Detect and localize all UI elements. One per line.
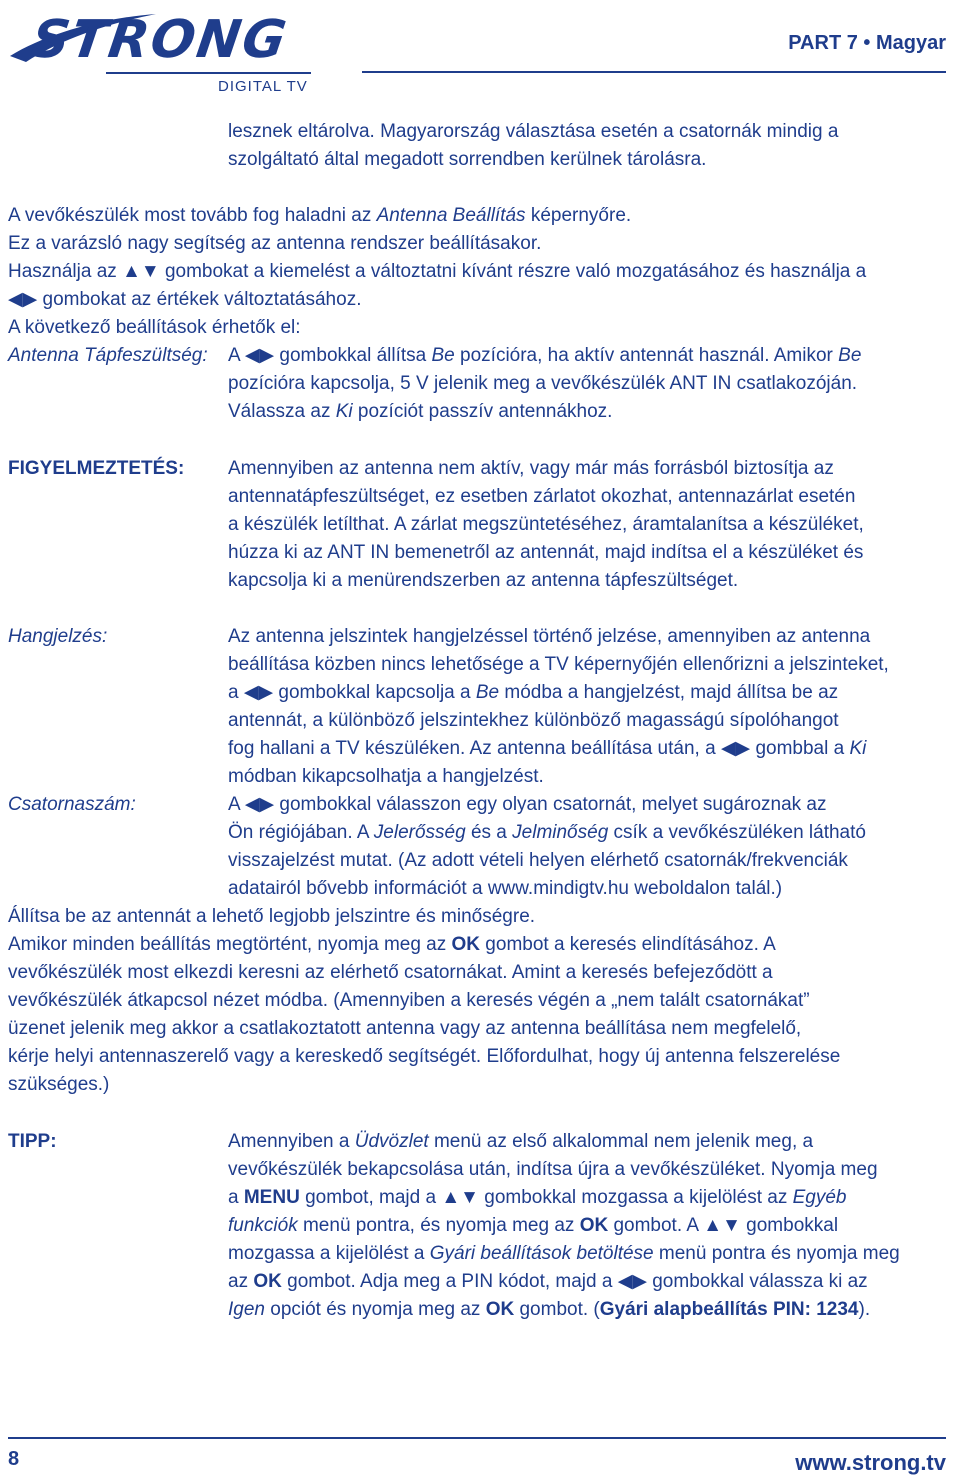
text: Az antenna jelszintek hangjelzéssel történő jelzése, amennyiben az antenna [228, 626, 871, 647]
value: Be [431, 345, 455, 366]
text: gombot. A [608, 1215, 704, 1236]
value: Igen [228, 1299, 265, 1320]
text: visszajelzést mutat. (Az adott vételi helyen elérhető csatornák/frekvenciák [228, 850, 848, 871]
label-sound: Hangjelzés: [8, 626, 108, 647]
menu-name: Egyéb [792, 1187, 847, 1208]
text: csík a vevőkészüléken látható [608, 822, 866, 843]
sound-description [228, 623, 953, 791]
key-name: OK [451, 934, 481, 955]
text: vevőkészülék bekapcsolása után, indítsa újra a vevőkészüléket. Nyomja meg [228, 1159, 878, 1180]
text: Amikor minden beállítás megtörtént, nyomja meg az [8, 934, 452, 955]
text: gombokkal kapcsolja a [273, 682, 476, 703]
menu-name: funkciók [228, 1215, 298, 1236]
text: az [228, 1271, 254, 1292]
text: menü pontra, és nyomja meg az [297, 1215, 580, 1236]
key-name: MENU [243, 1187, 300, 1208]
text: beállítása közben nincs lehetősége a TV képernyőjén ellenőrizni a jelszinteket, [228, 654, 889, 675]
up-down-arrows-icon: ▲▼ [441, 1187, 479, 1208]
paragraph-search [8, 903, 953, 1099]
text: gombokkal állítsa [274, 345, 432, 366]
text: Ön régiójában. A [228, 822, 374, 843]
text: gombokat a kiemelést a változtatni kívánt részre való mozgatásához és használja a [159, 261, 867, 282]
text: kérje helyi antennaszerelő vagy a kereskedő segítségét. Előfordulhat, hogy új antenna felszerelése [8, 1046, 841, 1067]
left-right-arrows-icon: ◀▶ [720, 738, 751, 759]
value: Jelminőség [512, 822, 609, 843]
text: menü pontra és nyomja meg [653, 1243, 900, 1264]
logo-subtitle: DIGITAL TV [218, 78, 308, 95]
text: gombot a keresés elindításához. A [480, 934, 776, 955]
text: kapcsolja ki a menürendszerben az antenna tápfeszültséget. [228, 570, 739, 591]
value: Ki [335, 401, 353, 422]
text-line: lesznek eltárolva. Magyarország választása esetén a csatornák mindig a [228, 121, 839, 142]
paragraph-intro [228, 118, 953, 174]
text: gombot, majd a [299, 1187, 442, 1208]
text: Válassza az [228, 401, 336, 422]
key-name: OK [485, 1299, 515, 1320]
antenna-power-description [228, 342, 953, 426]
text: opciót és nyomja meg az [264, 1299, 486, 1320]
text: adatairól bővebb információt a www.mindigtv.hu weboldalon talál.) [228, 878, 783, 899]
menu-name: Gyári beállítások betöltése [429, 1243, 654, 1264]
text: Ez a varázsló nagy segítség az antenna rendszer beállításakor. [8, 233, 542, 254]
up-down-arrows-icon: ▲▼ [122, 261, 160, 282]
key-name: OK [253, 1271, 282, 1292]
text: vevőkészülék most elkezdi keresni az elérhető csatornákat. Amint a keresés befejeződött a [8, 962, 773, 983]
label-tip: TIPP: [8, 1131, 57, 1152]
text: pozícióra kapcsolja, 5 V jelenik meg a vevőkészülék ANT IN csatlakozóján. [228, 373, 858, 394]
warning-description [228, 455, 953, 595]
text: ). [858, 1299, 871, 1320]
left-right-arrows-icon: ◀▶ [244, 345, 275, 366]
label-warning: FIGYELMEZTETÉS: [8, 458, 185, 479]
value: Be [838, 345, 862, 366]
left-right-arrows-icon: ◀▶ [8, 289, 38, 310]
text: gombokkal válasszon egy olyan csatornát, melyet sugároznak az [274, 794, 827, 815]
text: módban kikapcsolhatja a hangjelzést. [228, 766, 544, 787]
text: mozgassa a kijelölést a [228, 1243, 430, 1264]
menu-name: Üdvözlet [354, 1131, 429, 1152]
text: gombot. ( [514, 1299, 600, 1320]
page-number: 8 [8, 1448, 20, 1470]
text: képernyőre. [525, 205, 632, 226]
text: módba a hangjelzést, majd állítsa be az [499, 682, 839, 703]
header-rule [362, 71, 946, 73]
text: Használja az [8, 261, 123, 282]
text: A [228, 345, 245, 366]
value: Jelerősség [373, 822, 466, 843]
text: szükséges.) [8, 1074, 110, 1095]
key-name: OK [579, 1215, 609, 1236]
label-channel: Csatornaszám: [8, 794, 136, 815]
text: húzza ki az ANT IN bemenetről az antennát, majd indítsa el a készüléket és [228, 542, 864, 563]
left-right-arrows-icon: ◀▶ [617, 1271, 647, 1292]
text: a [228, 1187, 244, 1208]
text: fog hallani a TV készüléken. Az antenna beállítása után, a [228, 738, 721, 759]
text: A következő beállítások érhetők el: [8, 317, 301, 338]
text: és a [465, 822, 513, 843]
menu-name: Antenna Beállítás [376, 205, 526, 226]
text: vevőkészülék átkapcsol nézet módba. (Amennyiben a keresés végén a „nem talált csatornákat” [8, 990, 810, 1011]
text: menü az első alkalommal nem jelenik meg, a [428, 1131, 814, 1152]
part-label: PART 7 • Magyar [788, 32, 946, 54]
text: antennát, a különböző jelszintekhez különböző magasságú sípolóhangot [228, 710, 839, 731]
brand-logo [6, 4, 311, 96]
tip-description [228, 1128, 953, 1324]
channel-description [228, 791, 953, 903]
text: antennatápfeszültséget, ez esetben zárlatot okozhat, antennazárlat esetén [228, 486, 856, 507]
text: gombokkal válassza ki az [646, 1271, 868, 1292]
value: Be [475, 682, 500, 703]
text: üzenet jelenik meg akkor a csatlakoztatott antenna vagy az antenna beállítása nem megfelelő, [8, 1018, 802, 1039]
value: Ki [849, 738, 867, 759]
text: a [228, 682, 244, 703]
text: A vevőkészülék most tovább fog haladni az [8, 205, 377, 226]
footer-rule [8, 1437, 946, 1439]
logo-wordmark: STRONG [27, 10, 292, 70]
text: A [228, 794, 245, 815]
left-right-arrows-icon: ◀▶ [243, 682, 274, 703]
default-pin: Gyári alapbeállítás PIN: 1234 [599, 1299, 859, 1320]
text-line: szolgáltató által megadott sorrendben kerülnek tárolásra. [228, 149, 707, 170]
text: Állítsa be az antennát a lehető legjobb jelszintre és minőségre. [8, 906, 536, 927]
text: gombokkal mozgassa a kijelölést az [478, 1187, 793, 1208]
footer-website: www.strong.tv [795, 1450, 946, 1475]
text: gombokat az értékek változtatásához. [37, 289, 362, 310]
paragraph-antenna-setup [8, 202, 953, 342]
text: pozícióra, ha aktív antennát használ. Amikor [454, 345, 839, 366]
label-antenna-power: Antenna Tápfeszültség: [8, 345, 208, 366]
text: pozíciót passzív antennákhoz. [352, 401, 613, 422]
text: gombokkal [740, 1215, 839, 1236]
left-right-arrows-icon: ◀▶ [244, 794, 275, 815]
logo-underline [106, 72, 311, 74]
text: gombbal a [750, 738, 850, 759]
text: gombot. Adja meg a PIN kódot, majd a [281, 1271, 618, 1292]
up-down-arrows-icon: ▲▼ [703, 1215, 741, 1236]
text: a készülék letílthat. A zárlat megszüntetéséhez, áramtalanítsa a készüléket, [228, 514, 864, 535]
text: Amennyiben az antenna nem aktív, vagy már más forrásból biztosítja az [228, 458, 834, 479]
text: Amennyiben a [228, 1131, 355, 1152]
